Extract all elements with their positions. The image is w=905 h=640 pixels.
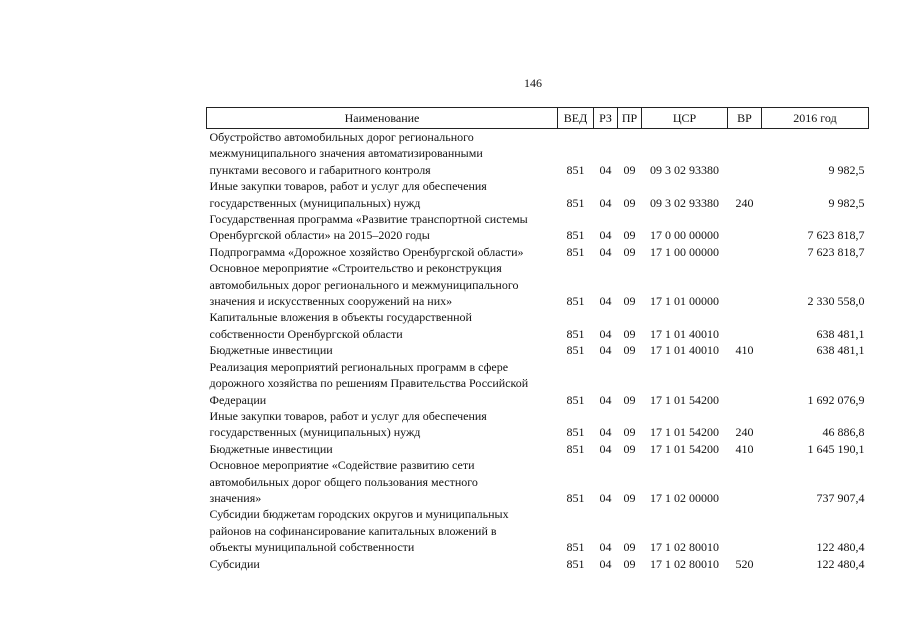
row-pr: 09 [623,294,636,309]
row-csr: 17 1 01 54200 [650,441,719,456]
row-ved: 851 [566,556,585,571]
row-pr: 09 [623,162,636,177]
row-csr: 09 3 02 93380 [650,195,719,210]
row-sum: 122 480,4 [816,540,865,555]
row-name [207,342,558,358]
row-ved: 851 [566,441,585,456]
row-rz: 04 [599,540,612,555]
table-row [207,408,869,441]
row-name-line: межмуниципального значения автоматизированными [209,146,483,161]
row-name-line: Обустройство автомобильных дорог регионального [209,130,474,144]
row-sum: 9 982,5 [828,195,865,210]
table-row [207,244,869,260]
row-name-line: пунктами весового и габаритного контроля [209,162,431,177]
row-name-line: Основное мероприятие «Строительство и реконструкция [209,261,502,276]
header-rz: РЗ [594,108,618,129]
row-ved: 851 [566,326,585,341]
row-name-line: Государственная программа «Развитие транспортной системы [209,212,528,227]
row-ved: 851 [566,540,585,555]
row-rz: 04 [599,556,612,571]
row-vr [728,309,762,342]
row-name-line: значения» [209,490,262,505]
row-name [207,178,558,211]
table-row [207,342,869,358]
table-row [207,556,869,572]
header-ved: ВЕД [558,108,594,129]
row-csr: 17 1 00 00000 [650,244,719,259]
row-name [207,211,558,244]
row-csr: 17 1 01 54200 [650,425,719,440]
table-row [207,260,869,309]
row-name [207,441,558,457]
row-rz: 04 [599,343,612,358]
row-vr [728,129,762,179]
row-csr: 17 1 01 00000 [650,294,719,309]
row-csr: 17 1 02 80010 [650,556,719,571]
row-vr [728,260,762,309]
row-sum: 122 480,4 [816,556,865,571]
row-sum: 737 907,4 [816,490,865,505]
row-rz: 04 [599,441,612,456]
row-name-line: Бюджетные инвестиции [209,343,333,358]
page-number: 146 [524,76,542,90]
header-name: Наименование [207,108,558,129]
row-vr [728,457,762,506]
header-year: 2016 год [762,108,869,129]
row-ved: 851 [566,392,585,407]
row-pr: 09 [623,343,636,358]
row-name-line: Иные закупки товаров, работ и услуг для обеспечения [209,408,487,423]
row-name [207,457,558,506]
row-name [207,359,558,408]
row-csr: 17 1 02 80010 [650,540,719,555]
row-vr [728,211,762,244]
row-ved: 851 [566,425,585,440]
row-name-line: Основное мероприятие «Содействие развитию сети [209,458,475,473]
row-ved: 851 [566,162,585,177]
row-pr: 09 [623,228,636,243]
row-name-line: Реализация мероприятий региональных программ в сфере [209,359,509,374]
row-name-line: Подпрограмма «Дорожное хозяйство Оренбургской области» [209,244,524,259]
row-pr: 09 [623,556,636,571]
row-vr: 240 [735,425,754,440]
row-sum: 1 645 190,1 [807,441,865,456]
row-csr: 17 1 01 54200 [650,392,719,407]
table-row [207,457,869,506]
row-name [207,506,558,555]
table-row [207,359,869,408]
row-name-line: Субсидии бюджетам городских округов и муниципальных [209,507,509,522]
row-csr: 17 0 00 00000 [650,228,719,243]
row-name-line: Оренбургской области» на 2015–2020 годы [209,228,430,243]
row-vr [728,359,762,408]
table-row [207,129,869,179]
row-name-line: Бюджетные инвестиции [209,441,333,456]
row-sum: 9 982,5 [828,162,865,177]
row-name-line: районов на софинансирование капитальных вложений в [209,523,497,538]
row-sum: 7 623 818,7 [807,228,865,243]
table-row [207,506,869,555]
table-row [207,211,869,244]
header-vr: ВР [728,108,762,129]
row-csr: 09 3 02 93380 [650,162,719,177]
row-vr: 240 [735,195,754,210]
row-name-line: Капитальные вложения в объекты государственной [209,310,472,325]
row-vr [728,506,762,555]
table-header-row [207,108,869,129]
row-name-line: автомобильных дорог общего пользования местного [209,474,478,489]
row-ved: 851 [566,294,585,309]
row-rz: 04 [599,490,612,505]
header-pr: ПР [618,108,642,129]
row-vr [728,244,762,260]
table-row [207,178,869,211]
row-sum: 2 330 558,0 [807,294,865,309]
row-pr: 09 [623,540,636,555]
row-pr: 09 [623,244,636,259]
row-rz: 04 [599,326,612,341]
row-name-line: собственности Оренбургской области [209,326,403,341]
row-rz: 04 [599,195,612,210]
table-row [207,441,869,457]
row-pr: 09 [623,490,636,505]
header-csr: ЦСР [642,108,728,129]
row-name [207,260,558,309]
row-rz: 04 [599,228,612,243]
row-name-line: Федерации [209,392,267,407]
row-rz: 04 [599,392,612,407]
table-body [207,129,869,572]
row-name-line: государственных (муниципальных) нужд [209,195,421,210]
row-csr: 17 1 01 40010 [650,343,719,358]
row-name-line: объекты муниципальной собственности [209,540,415,555]
row-ved: 851 [566,195,585,210]
row-pr: 09 [623,392,636,407]
table-row [207,309,869,342]
row-rz: 04 [599,425,612,440]
budget-table [206,107,869,572]
row-name-line: государственных (муниципальных) нужд [209,425,421,440]
row-sum: 46 886,8 [822,425,865,440]
row-name [207,556,558,572]
row-name-line: Иные закупки товаров, работ и услуг для обеспечения [209,179,487,194]
row-name [207,244,558,260]
row-sum: 7 623 818,7 [807,244,865,259]
row-pr: 09 [623,326,636,341]
row-rz: 04 [599,162,612,177]
row-name-line: Субсидии [209,556,260,571]
row-csr: 17 1 01 40010 [650,326,719,341]
row-name-line: дорожного хозяйства по решениям Правительства Российской [209,376,529,391]
row-name [207,309,558,342]
row-csr: 17 1 02 00000 [650,490,719,505]
row-vr: 520 [735,556,754,571]
row-ved: 851 [566,228,585,243]
row-name-line: значения и искусственных сооружений на них» [209,294,453,309]
row-rz: 04 [599,244,612,259]
row-ved: 851 [566,343,585,358]
row-name [207,129,558,179]
row-ved: 851 [566,490,585,505]
row-vr: 410 [735,343,754,358]
row-sum: 638 481,1 [816,343,865,358]
row-sum: 638 481,1 [816,326,865,341]
row-pr: 09 [623,425,636,440]
row-name [207,408,558,441]
row-ved: 851 [566,244,585,259]
row-name-line: автомобильных дорог регионального и межмуниципального [209,277,519,292]
row-rz: 04 [599,294,612,309]
row-sum: 1 692 076,9 [807,392,865,407]
row-vr: 410 [735,441,754,456]
row-pr: 09 [623,441,636,456]
row-pr: 09 [623,195,636,210]
